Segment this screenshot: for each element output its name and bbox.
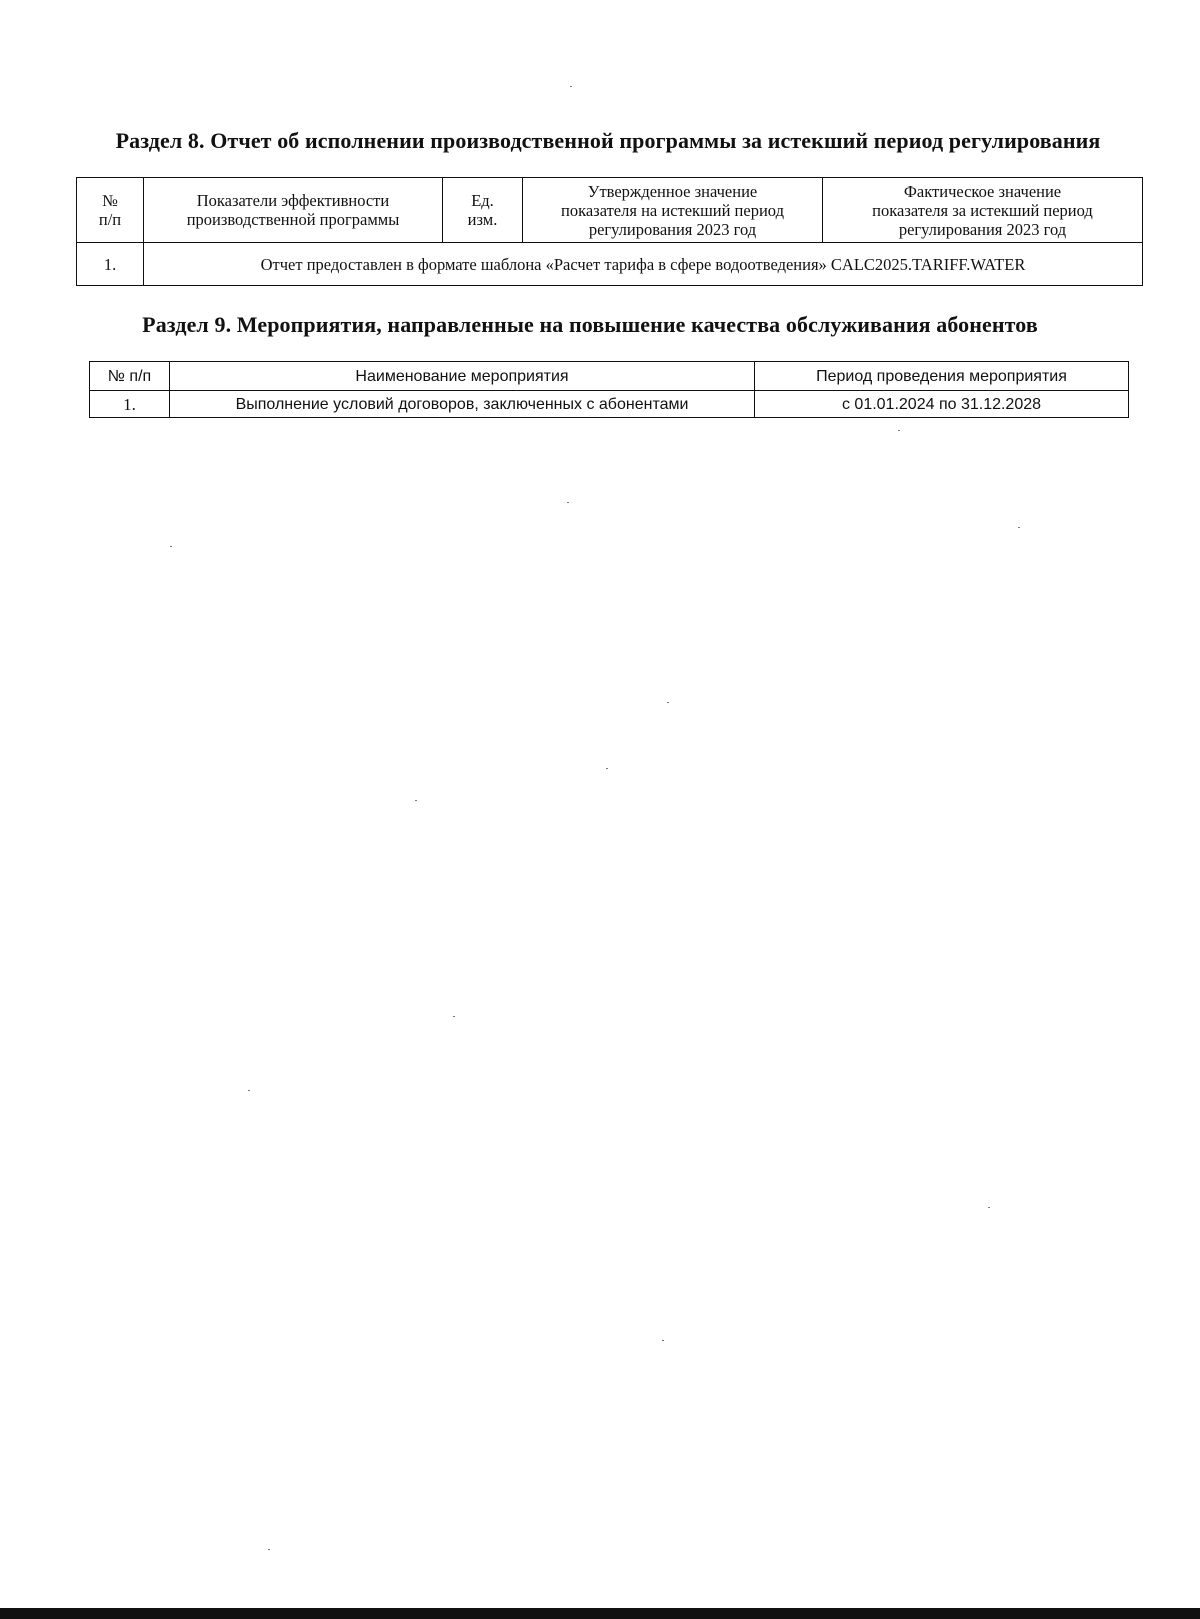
header-num-line1: № [102,191,118,210]
table-row [90,391,1129,418]
scan-speck [667,702,669,703]
scan-speck [415,800,417,801]
header-unit-line1: Ед. [471,191,494,210]
header-actual-line2: показателя за истекший период [872,200,1093,220]
scan-speck [662,1340,664,1341]
header-num [77,178,144,243]
header-indicators-line2: производственной программы [186,210,400,229]
scan-speck [898,430,900,431]
scan-speck [1018,527,1020,528]
table-header-row [90,362,1129,391]
scan-speck [988,1207,990,1208]
scan-speck [570,86,572,87]
header-actual-line3: регулирования 2023 год [898,219,1067,239]
scan-speck [268,1549,270,1550]
scan-bottom-edge [0,1608,1200,1619]
scan-speck [170,546,172,547]
scan-speck [453,1016,455,1017]
table-header-row [77,178,1143,243]
scan-speck [606,768,608,769]
section-8-title: Раздел 8. Отчет об исполнении производственной программы за истекший период регулирования [115,128,1101,153]
header-indicators [144,178,443,243]
header-num: № п/п [90,362,170,391]
row-activity-period: с 01.01.2024 по 31.12.2028 [755,391,1129,418]
header-approved-value [523,178,823,243]
header-approved-line3: регулирования 2023 год [588,219,757,239]
header-indicators-line1: Показатели эффективности [196,191,390,210]
header-actual-value [823,178,1143,243]
row-num: 1. [77,243,144,286]
scan-speck [567,502,569,503]
header-actual-line1: Фактическое значение [903,181,1062,201]
table-row [77,243,1143,286]
row-report-text: Отчет предоставлен в формате шаблона «Расчет тарифа в сфере водоотведения» CALC2025.TARIFF.WATER [144,243,1143,286]
section-9-title: Раздел 9. Мероприятия, направленные на повышение качества обслуживания абонентов [142,312,1038,337]
header-unit-line2: изм. [467,210,498,229]
row-activity-name: Выполнение условий договоров, заключенных с абонентами [170,391,755,418]
header-unit [443,178,523,243]
header-approved-line2: показателя на истекший период [561,200,784,220]
section-8-table [76,177,1143,286]
header-activity-name: Наименование мероприятия [170,362,755,391]
row-num: 1. [90,391,170,418]
scan-speck [248,1090,250,1091]
header-activity-period: Период проведения мероприятия [755,362,1129,391]
header-num-line2: п/п [98,210,122,229]
section-9-table [89,361,1129,418]
header-approved-line1: Утвержденное значение [587,181,758,201]
